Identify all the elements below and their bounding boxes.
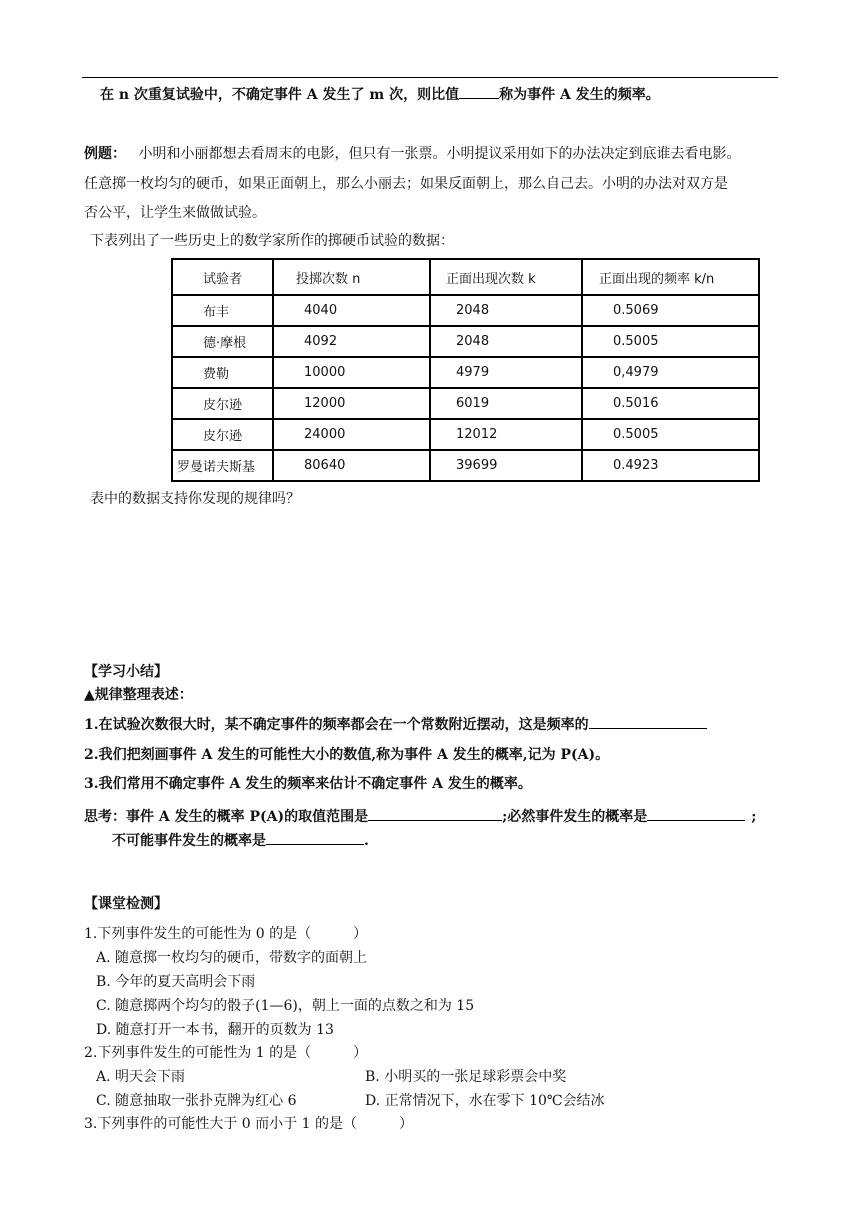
table-cell: 皮尔逊 (172, 388, 273, 419)
intro-blank[interactable] (459, 98, 499, 99)
summary-item-2: 2.我们把刻画事件 A 发生的可能性大小的数值,称为事件 A 发生的概率,记为 P(A)。 (84, 747, 610, 763)
question-2: 2.下列事件发生的可能性为 1 的是（ ） (84, 1045, 368, 1061)
table-cell: 4040 (273, 295, 430, 326)
table-row (172, 326, 759, 357)
top-rule (82, 77, 778, 78)
q2-option-c: C. 随意抽取一张扑克牌为红心 6 (96, 1093, 297, 1109)
table-row (172, 388, 759, 419)
intro-text-before: 在 n 次重复试验中，不确定事件 A 发生了 m 次，则比值 (100, 87, 460, 103)
table-cell: 10000 (273, 357, 430, 388)
coin-toss-table (171, 258, 760, 482)
think-text-c: ; (751, 809, 757, 825)
table-cell: 12012 (430, 419, 582, 450)
table-cell: 布丰 (172, 295, 273, 326)
table-row (172, 450, 759, 481)
question-3: 3.下列事件的可能性大于 0 而小于 1 的是（ ） (84, 1116, 413, 1132)
think-blank-certain[interactable] (647, 820, 745, 821)
table-question: 表中的数据支持你发现的规律吗？ (90, 491, 300, 507)
q1-option-a: A. 随意掷一枚均匀的硬币，带数字的面朝上 (96, 950, 368, 966)
table-cell: 0.4923 (582, 450, 759, 481)
table-cell: 4092 (273, 326, 430, 357)
table-cell: 0,4979 (582, 357, 759, 388)
q1-option-b: B. 今年的夏天高明会下雨 (96, 974, 256, 990)
think-text-a: 思考：事件 A 发生的概率 P(A)的取值范围是 (84, 809, 369, 825)
table-cell: 4979 (430, 357, 582, 388)
table-cell: 0.5069 (582, 295, 759, 326)
summary-item-1-text: 1.在试验次数很大时，某不确定事件的频率都会在一个常数附近摆动，这是频率的 (84, 717, 589, 733)
q1-option-d: D. 随意打开一本书，翻开的页数为 13 (96, 1022, 334, 1038)
summary-item-1 (84, 714, 707, 734)
table-header-row (172, 259, 759, 295)
summary-item-3: 3.我们常用不确定事件 A 发生的频率来估计不确定事件 A 发生的概率。 (84, 776, 532, 792)
header-cell: 正面出现的频率 k/n (582, 259, 759, 295)
think-blank-range[interactable] (368, 820, 502, 821)
think-line-1 (84, 806, 756, 826)
table-cell: 0.5005 (582, 326, 759, 357)
summary-item-1-blank[interactable] (589, 728, 707, 729)
table-cell: 罗曼诺夫斯基 (172, 450, 273, 481)
table-cell: 2048 (430, 295, 582, 326)
table-cell: 德·摩根 (172, 326, 273, 357)
think-text-d: 不可能事件发生的概率是 (112, 833, 266, 849)
table-cell: 0.5005 (582, 419, 759, 450)
think-text-e: . (364, 833, 369, 849)
intro-line (100, 84, 660, 104)
q1-option-c: C. 随意掷两个均匀的骰子(1—6)，朝上一面的点数之和为 15 (96, 998, 475, 1014)
table-cell: 6019 (430, 388, 582, 419)
table-cell: 12000 (273, 388, 430, 419)
example-line-1 (84, 143, 740, 163)
q2-option-a: A. 明天会下雨 (96, 1069, 186, 1085)
example-line-3: 否公平，让学生来做做试验。 (84, 205, 266, 221)
question-1: 1.下列事件发生的可能性为 0 的是（ ） (84, 926, 368, 942)
table-cell: 皮尔逊 (172, 419, 273, 450)
header-cell: 试验者 (172, 259, 273, 295)
summary-heading: 【学习小结】 (84, 664, 168, 680)
table-cell: 费勒 (172, 357, 273, 388)
q2-option-b: B. 小明买的一张足球彩票会中奖 (365, 1069, 567, 1085)
summary-subheading: ▲规律整理表述： (84, 687, 193, 703)
table-intro: 下表列出了一些历史上的数学家所作的掷硬币试验的数据： (90, 233, 454, 249)
table-cell: 0.5016 (582, 388, 759, 419)
table-cell: 80640 (273, 450, 430, 481)
think-text-b: ;必然事件发生的概率是 (502, 809, 648, 825)
q2-option-d: D. 正常情况下，水在零下 10℃会结冰 (365, 1093, 605, 1109)
example-label: 例题： (84, 146, 126, 162)
table-row (172, 295, 759, 326)
table-row (172, 357, 759, 388)
table-cell: 2048 (430, 326, 582, 357)
check-heading: 【课堂检测】 (84, 896, 168, 912)
example-text-1: 小明和小丽都想去看周末的电影，但只有一张票。小明提议采用如下的办法决定到底谁去看电影。 (138, 146, 741, 162)
example-line-2: 任意掷一枚均匀的硬币，如果正面朝上，那么小丽去；如果反面朝上，那么自己去。小明的办法对双方是 (84, 176, 728, 192)
table-row (172, 419, 759, 450)
table-cell: 24000 (273, 419, 430, 450)
table-cell: 39699 (430, 450, 582, 481)
header-cell: 投掷次数 n (273, 259, 430, 295)
think-blank-impossible[interactable] (266, 844, 364, 845)
intro-text-after: 称为事件 A 发生的频率。 (499, 87, 660, 103)
header-cell: 正面出现次数 k (430, 259, 582, 295)
think-line-2 (112, 830, 369, 850)
